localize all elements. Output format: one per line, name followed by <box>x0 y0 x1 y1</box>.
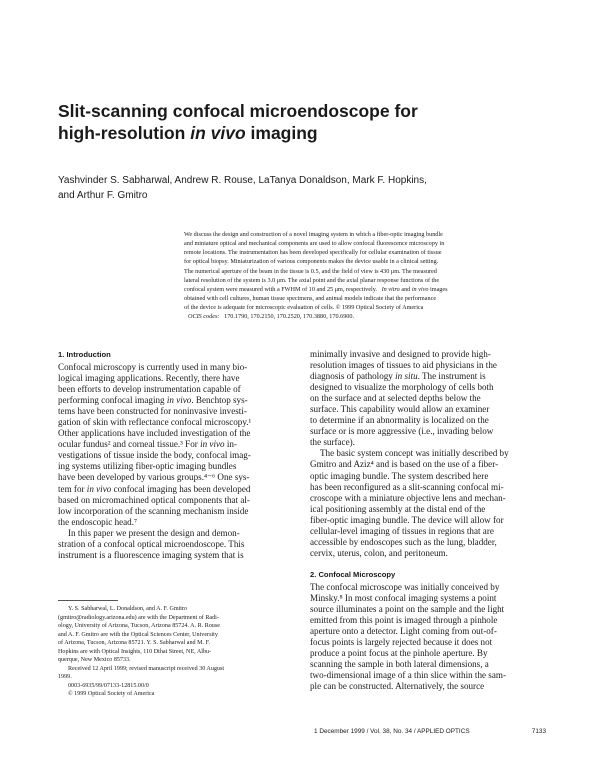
abstract-line: of the device is adequate for microscopic evaluation of cells. © 1999 Optical Society of America <box>184 304 424 312</box>
abstract-line: lateral resolution of the system is 3.0 μm. The axial point and the axial planar response functions of the <box>184 276 440 284</box>
abstract-line: The numerical aperture of the beam in the tissue is 0.5, and the field of view is 430 μm. The measured <box>184 267 437 275</box>
author-affiliation-footnote: Y. S. Sabharwal, L. Donaldson, and A. F. Gmitro (gmitro@radiology.arizona.edu) are with the Department of Radi- ology, University of Arizona, Tucson, Arizona 85724. A. R. Rouse and A. F. Gmitro are with the Optical Sciences Center, University of Arizona, Tucson, Arizona 85721. Y. S. Sabharwal and M. F. Hopkins are with Optical Insights, 110 Dthat Street, NE, Albu- querque, New Mexico 85733. Received 12 April 1999; revised manuscript received 30 August 1999. 0003-6935/99/07133-12815.00/0 © 1999 Optical Society of America <box>58 605 296 699</box>
article-title <box>58 100 538 144</box>
intro-paragraph-2: In this paper we present the design and demon- stration of a confocal optical microendoscope. This instrument is a fluorescence imaging system that is <box>58 527 245 560</box>
confocal-paragraph-1: The confocal microscope was initially conceived by Minsky.⁸ In most confocal imaging systems a point source illuminates a point on the sample and the light emitted from this point is imaged through a pinhole aperture onto a detector. Light coming from out-of- focus points is largely rejected because it does not produce a point focus at the pinhole aperture. By scanning the sample in both lateral dimensions, a two-dimensional image of a thin slice within the sam- ple can be constructed. Alternatively, the source <box>310 581 506 692</box>
abstract-line: confocal system were measured with a FWHM of 10 and 25 μm, respectively. In vitro and in vivo images <box>184 285 448 293</box>
abstract-line: for optical biopsy. Miniaturization of various components makes the device usable in a clinical setting. <box>184 258 439 266</box>
abstract-line: We discuss the design and construction of a novel imaging system in which a fiber-optic imaging bundle <box>184 231 443 238</box>
section-heading-confocal-microscopy: 2. Confocal Microscopy <box>310 569 396 579</box>
intro-paragraph-1: Confocal microscopy is currently used in many bio- logical imaging applications. Recently, there have been efforts to develop instrumentation capable of performing confocal imaging in vivo. Benchtop sys- tems have been constructed for noninvasive investi- gation of skin with reflectance confocal microscopy.¹ Other applications have included investigation of the ocular fundus² and corneal tissue.³ For in vivo in- vestigations of tissue inside the body, confocal imag- ing systems utilizing fiber-optic imaging bundles have been developed by various groups.⁴⁻⁶ One sys- tem for in vivo confocal imaging has been developed based on micromachined optical components that al- low incorporation of the scanning mechanism inside the endoscopic head.⁷ <box>58 362 252 527</box>
title-line: high-resolution in vivo imaging <box>58 123 318 143</box>
ocis-codes: OCIS codes: 170.1790, 170.2150, 170.2520, 170.3880, 170.6900. <box>188 313 355 321</box>
abstract-line: and miniature optical and mechanical components are used to allow confocal fluorescence microscopy in <box>184 240 445 248</box>
page-footer <box>314 728 546 735</box>
article-code: 0003-6935/99/07133-12815.00/0 <box>68 682 149 689</box>
abstract-line: obtained with cell cultures, human tissue specimens, and animal models indicate that the performance <box>184 295 437 303</box>
author-list <box>58 173 518 203</box>
right-column <box>310 349 546 692</box>
page-number: 7133 <box>531 728 546 735</box>
intro-paragraph-2-continued: minimally invasive and designed to provide high- resolution images of tissues to aid physicians in the diagnosis of pathology in situ. The instrument is designed to visualize the morphology of cells both on the surface and at selected depths below the surface. This capability would allow an examiner to determine if an abnormality is localized on the surface or is more aggressive (i.e., invading below the surface). <box>310 349 497 448</box>
intro-paragraph-3: The basic system concept was initially described by Gmitro and Aziz⁴ and is based on the use of a fiber- optic imaging bundle. The system described here has been reconfigured as a slit-scanning confocal mi- croscope with a miniature objective lens and mechan- ical positioning assembly at the distal end of the fiber-optic imaging bundle. The device will allow for cellular-level imaging of tissues in regions that are accessible by endoscopes such as the lung, bladder, cervix, uterus, colon, and peritoneum. <box>310 448 509 558</box>
author-line: and Arthur F. Gmitro <box>58 190 148 201</box>
received-date: Received 12 April 1999; revised manuscript received 30 August <box>68 665 225 672</box>
abstract <box>184 230 546 322</box>
copyright: © 1999 Optical Society of America <box>68 691 155 698</box>
author-line: Yashvinder S. Sabharwal, Andrew R. Rouse, LaTanya Donaldson, Mark F. Hopkins, <box>58 175 427 186</box>
footnote-divider <box>58 600 118 601</box>
abstract-line: remote locations. The instrumentation has been developed specifically for cellular examination of tissue <box>184 249 442 257</box>
title-line: Slit-scanning confocal microendoscope for <box>58 101 418 121</box>
left-column <box>58 349 296 561</box>
journal-citation: 1 December 1999 / Vol. 38, No. 34 / APPLIED OPTICS <box>314 728 470 735</box>
section-heading-introduction: 1. Introduction <box>58 350 111 359</box>
